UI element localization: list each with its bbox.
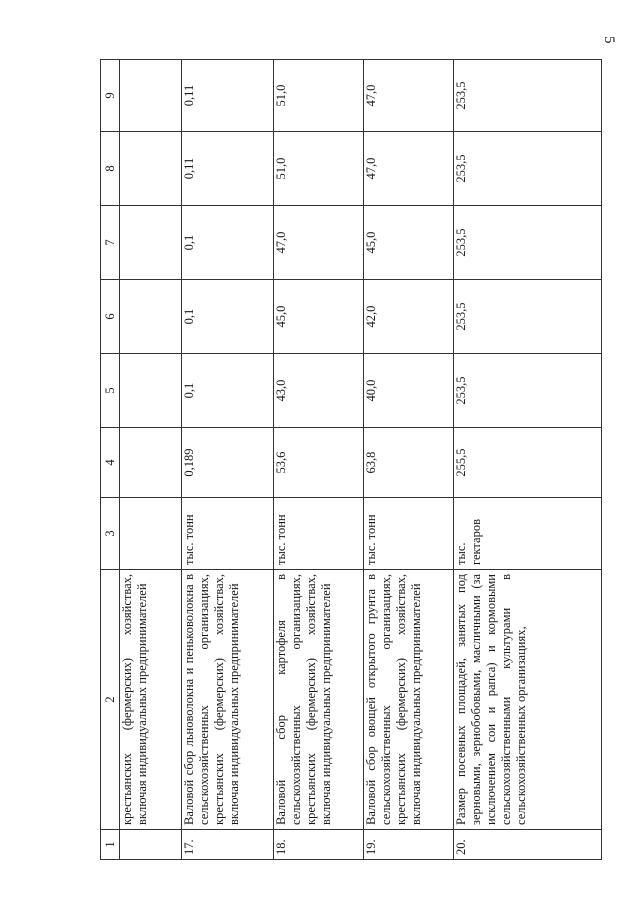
value-cell: 0,1 xyxy=(182,280,274,354)
value-cell xyxy=(120,428,182,498)
value-cell: 253,5 xyxy=(454,206,602,280)
header-col-5: 5 xyxy=(101,354,120,428)
value-cell xyxy=(120,206,182,280)
value-cell xyxy=(120,354,182,428)
unit-cell xyxy=(120,498,182,570)
header-col-8: 8 xyxy=(101,132,120,206)
table-row xyxy=(364,60,454,860)
value-cell: 63,8 xyxy=(364,428,454,498)
row-index: 19. xyxy=(364,830,454,860)
indicator-name: Валовой сбор льноволокна и пеньковолокна в сельскохозяйственных организациях, крестьянских (фермерских) хозяйствах, включая индивидуальных предпринимателей xyxy=(182,570,274,830)
value-cell xyxy=(120,132,182,206)
table-row xyxy=(274,60,364,860)
value-cell: 51,0 xyxy=(274,132,364,206)
unit-cell: тыс. тонн xyxy=(274,498,364,570)
header-col-4: 4 xyxy=(101,428,120,498)
value-cell: 0,11 xyxy=(182,60,274,132)
indicator-name: Размер посевных площадей, занятых под зерновыми, зернобобовыми, масличными (за исключением сои и рапса) и кормовыми сельскохозяйственными культурами в сельскохозяйственных организациях, xyxy=(454,570,602,830)
indicator-name: крестьянских (фермерских) хозяйствах, включая индивидуальных предпринимателей xyxy=(120,570,182,830)
value-cell: 255,5 xyxy=(454,428,602,498)
value-cell: 45,0 xyxy=(364,206,454,280)
value-cell: 47,0 xyxy=(364,60,454,132)
row-index: 18. xyxy=(274,830,364,860)
table-row xyxy=(182,60,274,860)
table-row xyxy=(454,60,602,860)
value-cell: 253,5 xyxy=(454,60,602,132)
indicator-name: Валовой сбор овощей открытого грунта в сельскохозяйственных организациях, крестьянских (фермерских) хозяйствах, включая индивидуальных предпринимателей xyxy=(364,570,454,830)
value-cell: 51,0 xyxy=(274,60,364,132)
unit-cell: тыс. гектаров xyxy=(454,498,602,570)
value-cell: 253,5 xyxy=(454,280,602,354)
page-number: 5 xyxy=(601,36,617,44)
value-cell xyxy=(120,280,182,354)
value-cell: 40,0 xyxy=(364,354,454,428)
value-cell: 42,0 xyxy=(364,280,454,354)
value-cell xyxy=(120,60,182,132)
unit-cell: тыс. тонн xyxy=(364,498,454,570)
value-cell: 47,0 xyxy=(364,132,454,206)
unit-cell: тыс. тонн xyxy=(182,498,274,570)
rotated-table-wrapper xyxy=(100,60,600,860)
row-index: 17. xyxy=(182,830,274,860)
value-cell: 253,5 xyxy=(454,132,602,206)
value-cell: 43,0 xyxy=(274,354,364,428)
value-cell: 0,189 xyxy=(182,428,274,498)
value-cell: 45,0 xyxy=(274,280,364,354)
table-row xyxy=(120,60,182,860)
header-col-1: 1 xyxy=(101,830,120,860)
header-col-7: 7 xyxy=(101,206,120,280)
header-col-2: 2 xyxy=(101,570,120,830)
indicators-table xyxy=(100,59,602,860)
value-cell: 0,1 xyxy=(182,354,274,428)
value-cell: 253,5 xyxy=(454,354,602,428)
value-cell: 0,11 xyxy=(182,132,274,206)
header-col-3: 3 xyxy=(101,498,120,570)
header-col-6: 6 xyxy=(101,280,120,354)
header-row xyxy=(101,60,120,860)
row-index xyxy=(120,830,182,860)
value-cell: 0,1 xyxy=(182,206,274,280)
value-cell: 53,6 xyxy=(274,428,364,498)
indicator-name: Валовой сбор картофеля в сельскохозяйственных организациях, крестьянских (фермерских) хозяйствах, включая индивидуальных предпринимателей xyxy=(274,570,364,830)
row-index: 20. xyxy=(454,830,602,860)
header-col-9: 9 xyxy=(101,60,120,132)
value-cell: 47,0 xyxy=(274,206,364,280)
